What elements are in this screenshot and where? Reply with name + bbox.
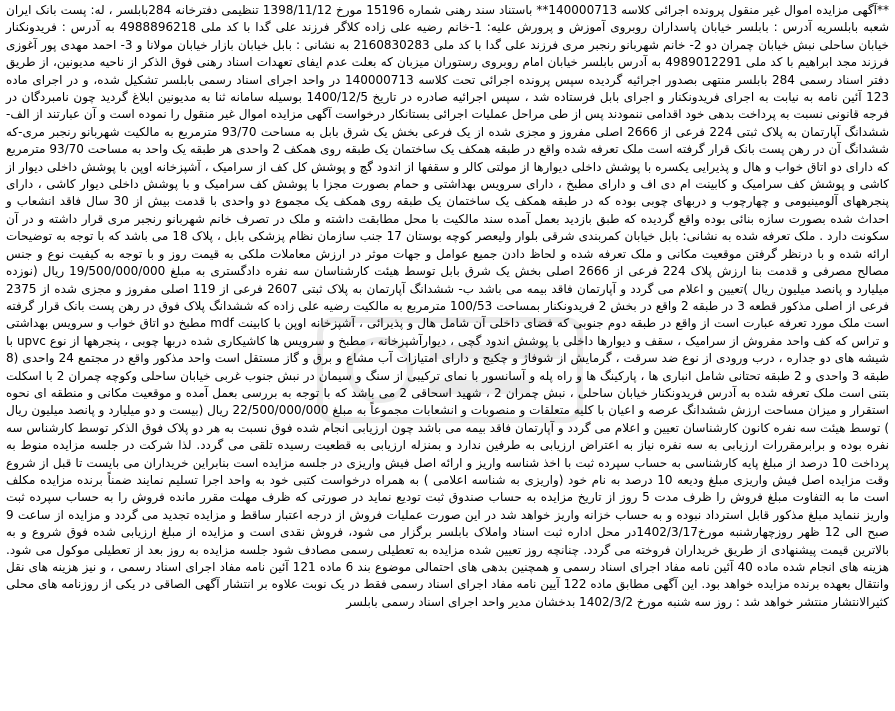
auction-notice-text: **آگهی مزایده اموال غیر منقول پرونده اجرائی کلاسه 140000713** باستناد سند رهنی شماره 15196 مورخ 1398/11/12 تنظیمی دفترخانه 284بابلسر ، له: پست بانک ایران شعبه بابلسریه آدرس : بابلسر خیابان پاسداران روبروی آموزش و پرورش علیه: 1-خانم رضیه علی زاده کلاگر فرزند علی گدا با کد ملی 4988896218 به آدرس : فریدونکنار خیابان ساحلی نبش خیابان چمران دو 2- خانم شهربانو رنجبر مری فرزند علی گدا با کد ملی 2160830283 به نشانی : بابل خیابان بازار خیابان مولانا و 3- احمد مهدی پور آغوزی فرزند مجد ابراهیم با کد ملی 4989012291 به آدرس بابلسر خیابان امام روبروی رستوران میزبان که بعلت عدم ایفای تعهدات اسناد رهنی فوق الذکر از ناحیه مدیونین، از طریق دفتر اسناد رسمی 284 بابلسر منتهی بصدور اجرائیه گردیده سپس پرونده اجرائی تحت کلاسه 140000713 در واحد اجرای اسناد رسمی بابلسر تشکیل شده، و در اجرای ماده 123 آئین نامه به نیابت به اجرای فریدونکنار و اجرای بابل فرستاده شد ، سپس اجرائیه صادره در تاریخ 1400/12/5 بوسیله سامانه ثنا به مدیونین ابلاغ گردید چون نامبردگان در فرجه قانونی نسبت به پرداخت بدهی خود اقدامی ننمودند پس از طی مراحل عملیات اجرائی بستانکار درخواست آگهی مزایده اموال غیر منقول را نموده است و آن عبارتند از الف- ششدانگ آپارتمان به پلاک ثبتی 224 فرعی از 2666 اصلی مفروز و مجزی شده از یک فرعی بخش یک شرق بابل به مساحت 93/70 مترمربع به مالکیت شهربانو رنجبر مری-که ششدانگ آن در رهن پست بانک قرار گرفته است ملک تعرفه شده واقع در طبقه همکف یک ساختمان یک طبقه روی همکف 2 واحدی هر طبقه یک واحد به مساحت 93/70 مترمربع که دارای دو اتاق خواب و هال و پذیرایی یکسره با پوشش داخلی دیوارها از مولتی کالر و سقفها از اندود گچ و پوشش کل کف از سرامیک ، آشپزخانه اوپن با پوشش داخلی دیوار از کاشی و پوشش کف سرامیک و کابینت ام دی اف و دارای مطبخ ، دارای سرویس بهداشتی و حمام بصورت مجزا با پوشش کف سرامیک و با پوشش داخلی دیوار کاشی ، دارای پنجرههای آلومینیومی و چهارچوب و دربهای چوبی بوده که در طبقه همکف یک ساختمان یک طبقه روی همکف یک مجموع دو واحدی با قدمت بیش از 30 سال فاقد انشعاب و احداث شده بصورت سازه بنائی بوده واقع گردیده که طبق بازدید بعمل آمده سند مالکیت با محل مطابقت داشته و ملک در تصرف خانم شهربانو رنجبر مری قرار داشته و در آن سکونت دارد . ملک تعرفه شده به نشانی: بابل خیابان کمربندی شرقی بلوار ولیعصر کوچه بوستان 17 جنب سازمان نظام پزشکی بابل ، پلاک 18 می باشد که با توجه به توضیحات ارائه شده و با درنظر گرفتن موقعیت مکانی و ملک تعرفه شده و لحاظ دادن جمیع عوامل و جهات موثر در ارزش معاملات ملکی به قیمت روز و با توجه به کیفیت نوع و جنس مصالح مصرفی و قدمت بنا ارزش پلاک 224 فرعی از 2666 اصلی بخش یک شرق بابل توسط هیئت کارشناسان سه نفره دادگستری به مبلغ 19/500/000/000 ریال (نوزده میلیارد و پانصد میلیون ریال )تعیین و اعلام می گردد و آپارتمان فاقد بیمه می باشد ب- ششدانگ آپارتمان به پلاک ثبتی 2607 فرعی از 119 اصلی مفروز و مجزی شده از 2375 فرعی از اصلی مذکور قطعه 3 در طبقه 2 واقع در بخش 2 فریدونکنار بمساحت 100/53 مترمربع به مالکیت رضیه علی زاده که ششدانگ پلاک فوق در رهن پست بانک قرار گرفته است ملک مورد تعرفه عبارت است از واقع در طبقه دوم جنوبی که فضای داخلی آن شامل هال و پذیرائی ، آشپزخانه اوپن با کابینت mdf مطبخ دو اتاق خواب و سرویس بهداشتی و تراس که کف واحد مفروش از سرامیک ، سقف و دیوارها داخلی با پوشش اندود گچی ، دیوارآشپزخانه ، مطبخ و سرویس ها کاشیکاری شده دربها چوبی ، پنجرهها از نوع upvc با شیشه های دو جداره ، درب ورودی از نوع ضد سرقت ، گرمایش از شوفاژ و چکیج و دارای امتیازات آب مشاع و برق و گاز مستقل است واحد مذکور واقع در مجتمع 24 واحدی (8 طبقه 3 واحدی و 2 طبقه تحتانی شامل انباری ها ، پارکینگ ها و راه پله و آسانسور با نمای ترکیبی از سنگ و سیمان در نبش جنوب غربی خیابان ساحلی وکوچه چمران 2 با اسکلت بتنی است ملک تعرفه شده به آدرس فریدونکنار خیابان ساحلی ، نبش چمران 2 ، شهید اسحاقی 2 می باشد که با توجه به بررسی بعمل آمده و موقعیت مکانی و منطقه ای نحوه استقرار و میزان مساحت ارزش ششدانگ عرصه و اعیان با کلیه متعلقات و منصوبات و انشعابات مجموعاً به مبلغ 22/500/000/000 ریال (بیست و دو میلیارد و پانصد میلیون ریال ) توسط هیئت سه نفره کانون کارشناسان تعیین و اعلام می گردد و آپارتمان فاقد بیمه می باشد چون ارزیابی انجام شده فوق نسبت به هر دو پلاک فوق الذکر توسط کارشناس سه نفره بوده و برابرمقررات ارزیابی به سه نفره نیاز به اعتراض ارزیابی به طرفین ندارد و بمنزله ارزیابی به قطعیت رسیده تلقی می گردد. لذا شرکت در جلسه مزایده منوط به پرداخت 10 درصد از مبلغ پایه کارشناسی به حساب سپرده ثبت با اخذ شناسه واریز و ارائه اصل فیش واریزی در جلسه مزایده است بنابراین خریداران می بایست تا قبل از شروع وقت مزایده اصل فیش واریزی مبلغ ودیعه 10 درصد به نام خود (واریزی به شناسه اعلامی ) به همراه درخواست کتبی خود به واحد اجرا تسلیم نمایند ضمناً برنده مزایده مکلف است ما به التفاوت مبلغ فروش را ظرف مدت 5 روز از تاریخ مزایده به حساب صندوق ثبت تودیع نماید در صورتی که ظرف مهلت مقرر مانده فروش را به حساب سپرده ثبت واریز ننماید مبلغ مذکور قابل استرداد نبوده و به حساب خزانه واریز خواهد شد در این صورت عملیات فروش از درجه اعتبار ساقط و مزایده تجدید می گردد و مزایده از ساعت 9 صبح الی 12 ظهر روزچهارشنبه مورخ1402/3/17در محل اداره ثبت اسناد واملاک بابلسر برگزار می شود، فروش نقدی است و مزایده از مبلغ ارزیابی شده فوق شروع و به بالاترین قیمت پیشنهادی از طریق خریداران فروخته می گردد. چنانچه روز تعیین شده مزایده به تعطیلی رسمی مصادف شود جلسه مزایده به روز بعد از تعطیلی موکول می شود. هزینه های انجام شده ماده 40 آئین نامه مفاد اجرای اسناد رسمی و همچنین بدهی های احتمالی موضوع بند 6 ماده 121 آئین نامه مفاد اجرای اسناد رسمی ، و نیز هزینه های نقل وانتقال بعهده برنده مزایده خواهد بود. این آگهی مطابق ماده 122 آیین نامه مفاد اجرای اسناد رسمی فقط در یک نوبت علاوه بر انتشار آگهی الصاقی در یکی از روزنامه های محلی کثیرالانتشار منتشر خواهد شد : روز سه شنبه مورخ 1402/3/2 بدخشان مدیر واحد اجرای اسناد رسمی بابلسر: [6, 3, 890, 609]
